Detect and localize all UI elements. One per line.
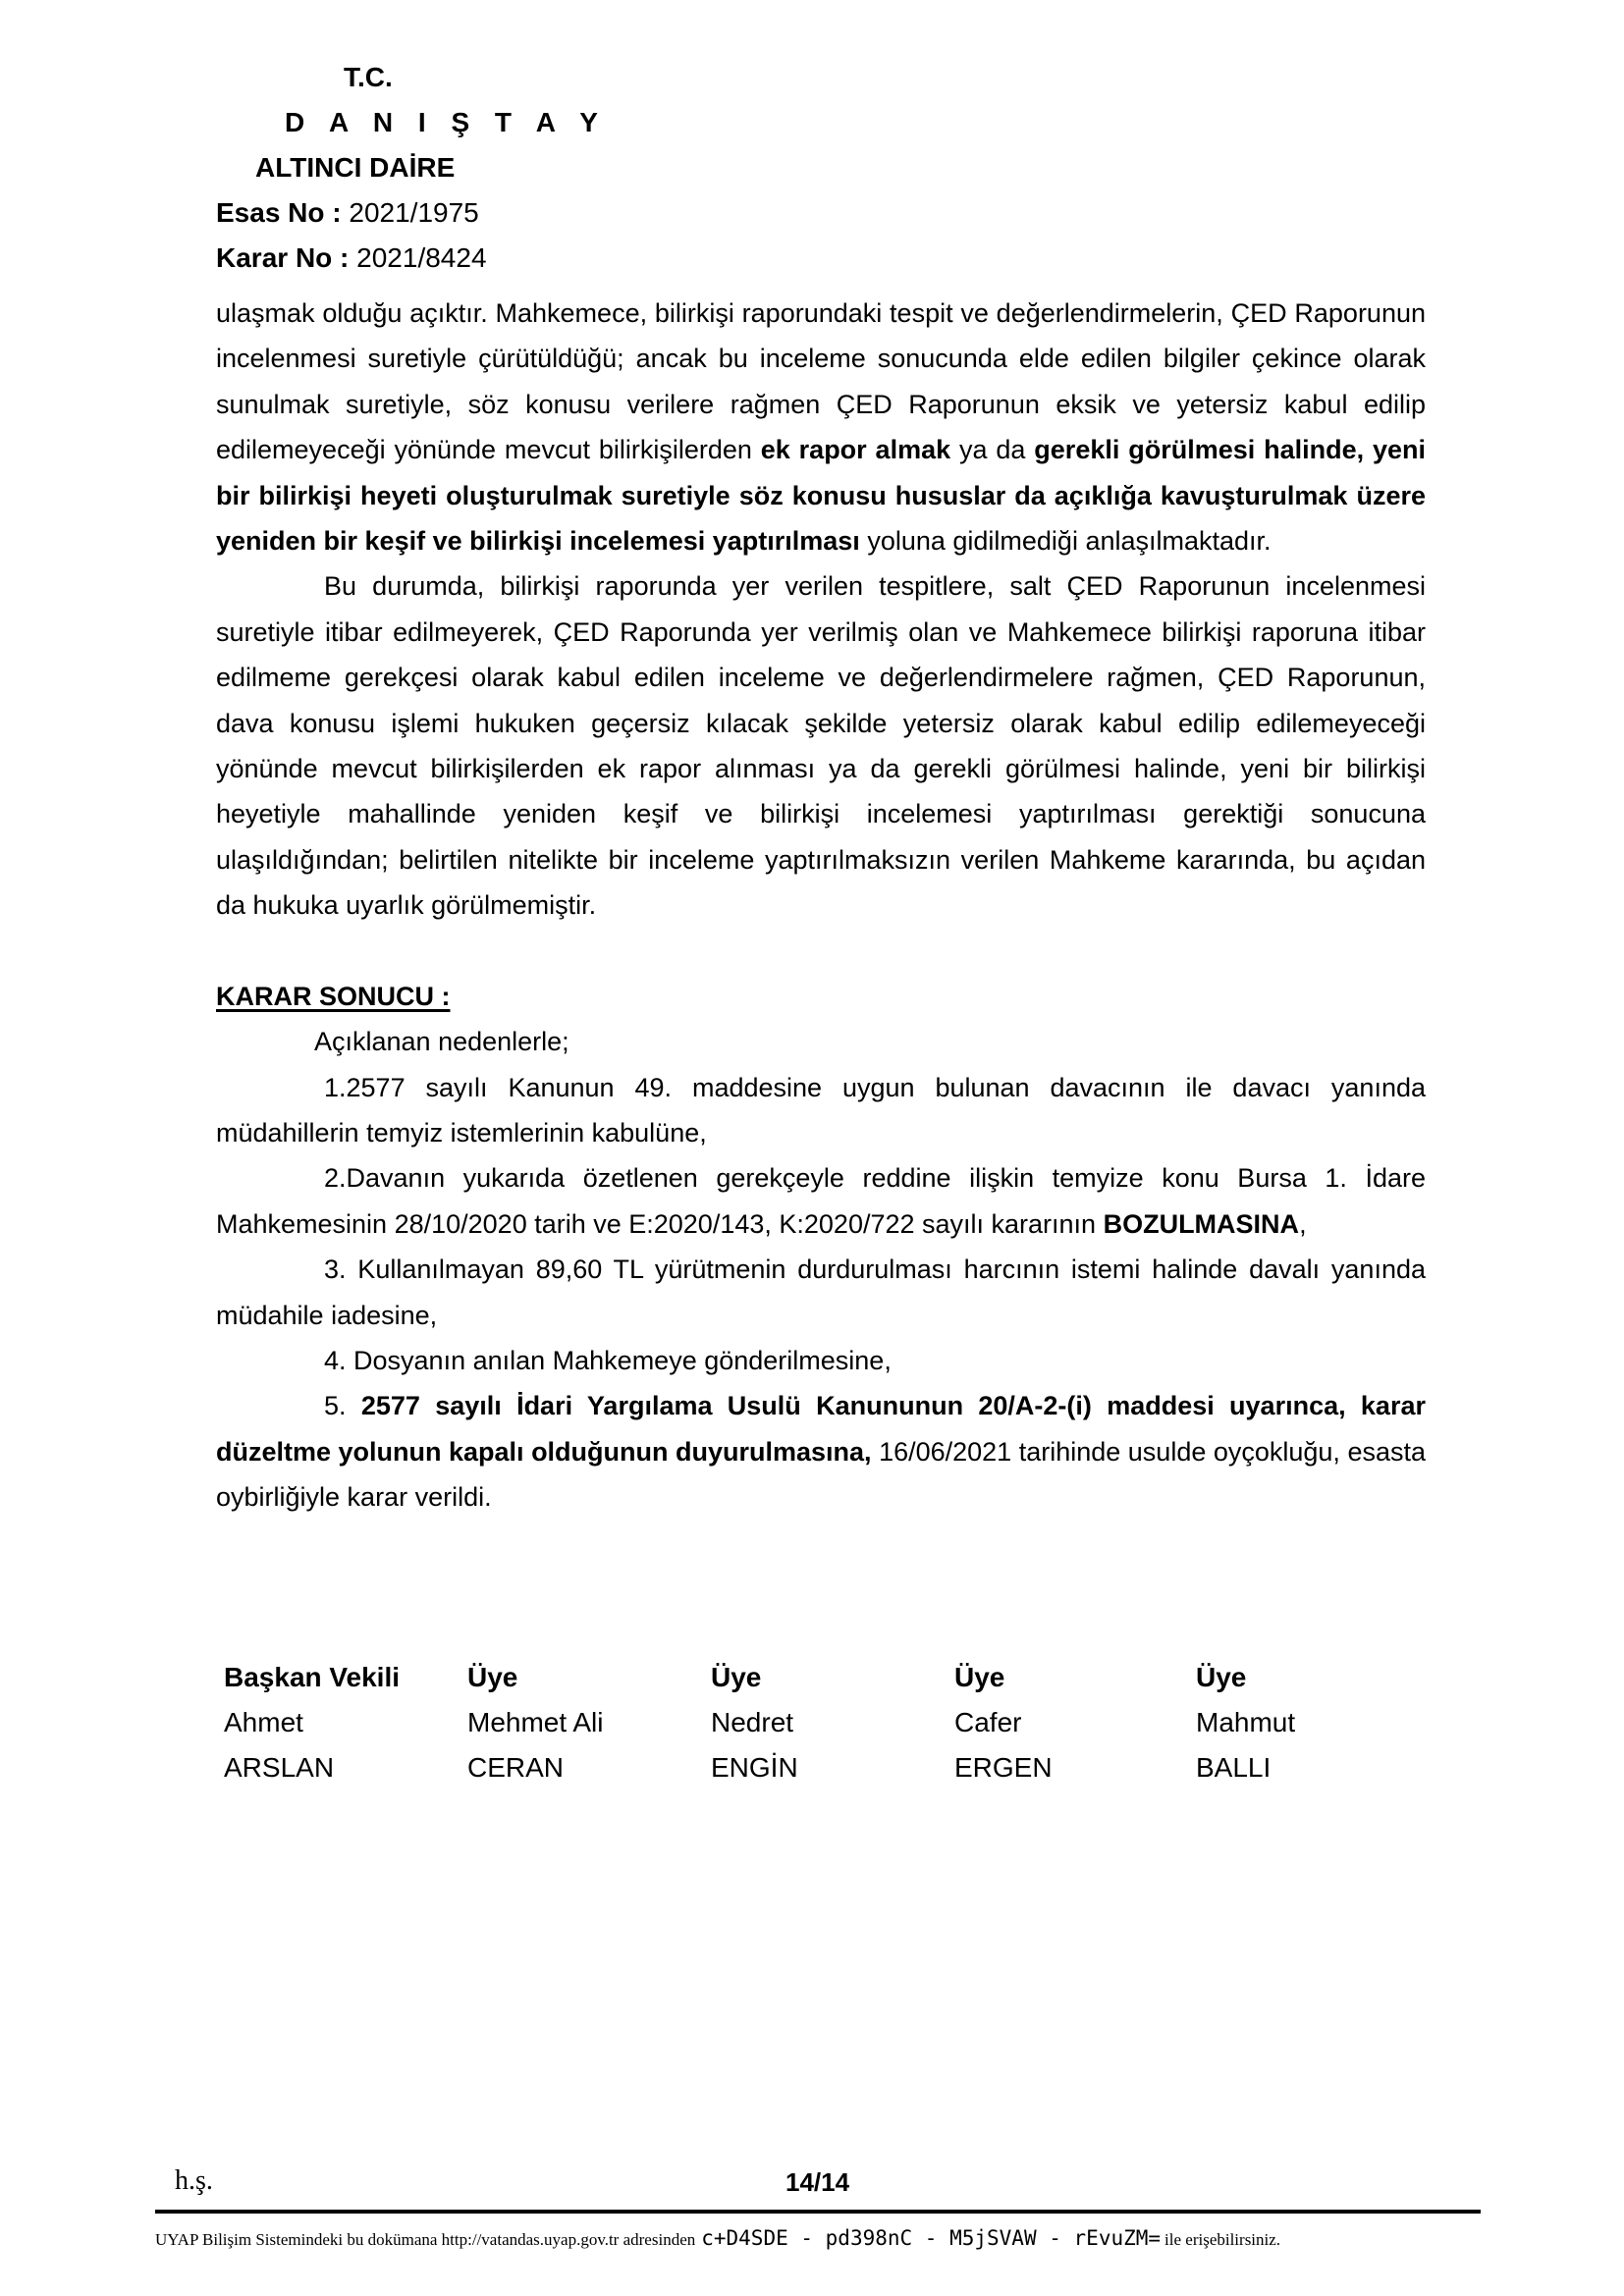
footer-note-prefix: UYAP Bilişim Sistemindeki bu dokümana http://vatandas.uyap.gov.tr adresinden [155,2230,696,2249]
signature-column [711,1655,954,1790]
header-court-name: D A N I Ş T A Y [285,107,607,137]
decision-item-4: 4. Dosyanın anılan Mahkemeye gönderilmesine, [324,1345,892,1375]
signature-column [224,1655,467,1790]
signature-title: Başkan Vekili [224,1662,401,1692]
signature-first-name: Cafer [954,1707,1022,1737]
signature-block [224,1655,1402,1790]
signature-first-name: Mahmut [1196,1707,1296,1737]
signature-last-name: CERAN [467,1752,565,1783]
decision-section-title: KARAR SONUCU : [216,981,451,1011]
document-header [216,55,727,281]
paragraph-1: ulaşmak olduğu açıktır. Mahkemece, bilirkişi raporundaki tespit ve değerlendirmelerin, ÇED Raporunun incelenmesi suretiyle çürütüldüğü; ancak bu inceleme sonucunda elde edilen bilgiler çekince olarak sunulmak suretiyle, söz konusu verilere rağmen ÇED Raporunun eksik ve yetersiz kabul edilip edilemeyeceği yönünde mevcut bilirkişilerden ek rapor almak ya da gerekli görülmesi halinde, yeni bir bilirkişi heyeti oluşturulmak suretiyle söz konusu hususlar da açıklığa kavuşturulmak üzere yeniden bir keşif ve bilirkişi incelemesi yaptırılması yoluna gidilmediği anlaşılmaktadır. [216,298,1427,557]
karar-label: Karar No : [216,242,350,273]
signature-last-name: BALLI [1196,1752,1272,1783]
esas-value: 2021/1975 [341,197,479,228]
signature-title: Üye [467,1662,518,1692]
footer-verification-note [155,2226,1481,2250]
bozulmasina-bold: BOZULMASINA [1103,1208,1300,1239]
typist-initials: h.ş. [175,2165,213,2196]
signature-column [467,1655,711,1790]
page-number: 14/14 [785,2167,850,2197]
signature-last-name: ARSLAN [224,1752,335,1783]
footer-divider [155,2210,1481,2214]
signature-first-name: Mehmet Ali [467,1707,604,1737]
signature-last-name: ENGİN [711,1752,798,1783]
signature-title: Üye [711,1662,762,1692]
bold-phrase: gerekli görülmesi halinde, yeni bir bilirkişi heyeti oluşturulmak suretiyle söz konusu hususlar da açıklığa kavuşturulmak üzere yeniden bir keşif ve bilirkişi incelemesi yaptırılması [216,435,1427,557]
signature-column [1196,1655,1392,1790]
signature-column [954,1655,1196,1790]
karar-value: 2021/8424 [349,242,487,273]
bold-phrase: ek rapor almak [760,435,951,465]
karar-number [216,236,727,281]
signature-title: Üye [1196,1662,1247,1692]
signature-title: Üye [954,1662,1005,1692]
signature-first-name: Nedret [711,1707,794,1737]
bold-phrase: 2577 sayılı İdari Yargılama Usulü Kanununun 20/A-2-(i) maddesi uyarınca, karar düzeltme yolunun kapalı olduğunun duyurulmasına, [216,1391,1426,1467]
decision-item-5: 5. 2577 sayılı İdari Yargılama Usulü Kanununun 20/A-2-(i) maddesi uyarınca, karar düzeltme yolunun kapalı olduğunun duyurulmasına, 16/06/2021 tarihinde usulde oyçokluğu, esasta oybirliğiyle karar verildi. [216,1391,1426,1513]
decision-item-2: 2.Davanın yukarıda özetlenen gerekçeyle reddine ilişkin temyize konu Bursa 1. İdare Mahkemesinin 28/10/2020 tarih ve E:2020/143, K:2020/722 sayılı kararının BOZULMASINA, [216,1163,1426,1239]
decision-item-1: 1.2577 sayılı Kanunun 49. maddesine uygun bulunan davacının ile davacı yanında müdahillerin temyiz istemlerinin kabulüne, [216,1072,1426,1148]
signature-first-name: Ahmet [224,1707,303,1737]
decision-item-3: 3. Kullanılmayan 89,60 TL yürütmenin durdurulması harcının istemi halinde davalı yanında müdahile iadesine, [216,1255,1426,1330]
access-code: c+D4SDE - pd398nC - M5jSVAW - rEvuZM= [701,2226,1162,2250]
esas-number [216,190,727,236]
header-tc: T.C. [344,62,393,92]
decision-intro: Açıklanan nedenlerle; [314,1027,569,1057]
signature-last-name: ERGEN [954,1752,1053,1783]
header-chamber: ALTINCI DAİRE [255,152,456,183]
footer-note-suffix: ile erişebilirsiniz. [1164,2230,1281,2249]
document-body [216,291,1426,1521]
paragraph-2: Bu durumda, bilirkişi raporunda yer verilen tespitlere, salt ÇED Raporunun incelenmesi suretiyle itibar edilmeyerek, ÇED Raporunda yer verilmiş olan ve Mahkemece bilirkişi raporuna itibar edilmeme gerekçesi olarak kabul edilen inceleme ve değerlendirmelere rağmen, ÇED Raporunun, dava konusu işlemi hukuken geçersiz kılacak şekilde yetersiz olarak kabul edilip edilemeyeceği yönünde mevcut bilirkişilerden ek rapor alınması ya da gerekli görülmesi halinde, yeni bir bilirkişi heyetiyle mahallinde yeniden keşif ve bilirkişi incelemesi yaptırılması gerektiği sonucuna ulaşıldığından; belirtilen nitelikte bir inceleme yaptırılmaksızın verilen Mahkeme kararında, bu açıdan da hukuka uyarlık görülmemiştir. [216,571,1426,921]
esas-label: Esas No : [216,197,342,228]
